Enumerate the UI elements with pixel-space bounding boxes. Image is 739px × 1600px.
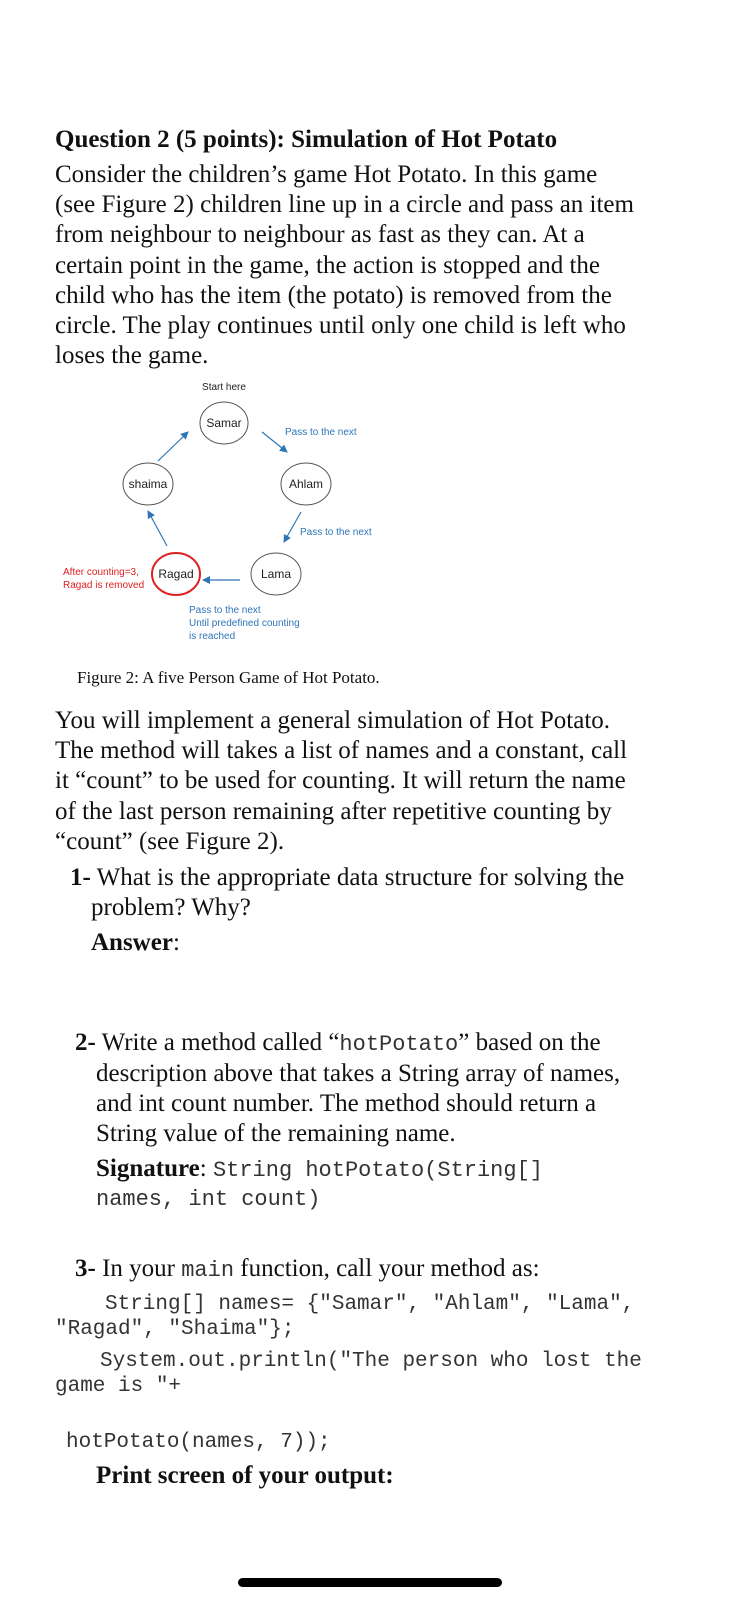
q1-number: 1- — [70, 864, 91, 891]
q3-pre: In your — [102, 1255, 175, 1282]
intro-paragraph — [55, 160, 634, 371]
q2-line3: and int count number. The method should return a — [96, 1090, 597, 1117]
description-line: You will implement a general simulation of Hot Potato. — [55, 707, 611, 734]
q3-line — [75, 1255, 540, 1283]
node-label: shaima — [128, 477, 168, 491]
signature-line1 — [96, 1155, 543, 1183]
intro-line: loses the game. — [55, 342, 209, 370]
q2-line2: description above that takes a String array of names, — [96, 1060, 621, 1087]
code-line-4: game is "+ — [55, 1375, 182, 1398]
signature-label: Signature — [96, 1155, 200, 1182]
q2-line1-post: ” based on the — [458, 1029, 601, 1056]
signature-code-line1: String hotPotato(String[] — [212, 1158, 543, 1183]
description-line: of the last person remaining after repetitive counting by — [55, 797, 612, 825]
node-label: Ragad — [158, 567, 194, 581]
hot-potato-diagram — [0, 370, 739, 660]
start-label: Start here — [202, 382, 246, 393]
q3-number: 3- — [75, 1255, 96, 1282]
bottom-note-line3: is reached — [189, 631, 236, 642]
node-ragad-removed — [152, 553, 200, 595]
bottom-note-line2: Until predefined counting — [189, 618, 300, 629]
code-line-3: System.out.println("The person who lost the — [100, 1350, 642, 1373]
q3-post: function, call your method as: — [240, 1255, 540, 1282]
figure-caption: Figure 2: A five Person Game of Hot Potato. — [77, 668, 380, 687]
intro-line: circle. The play continues until only one child is left who — [55, 312, 626, 340]
q2-line4: String value of the remaining name. — [96, 1120, 456, 1147]
q2-number: 2- — [75, 1029, 96, 1056]
code-line-2: "Ragad", "Shaima"}; — [55, 1318, 295, 1341]
answer-label — [91, 929, 180, 957]
intro-line: from neighbour to neighbour as fast as they can. At a — [55, 221, 585, 249]
node-shaima — [123, 463, 173, 505]
intro-line: (see Figure 2) children line up in a circle and pass an item — [55, 191, 634, 219]
code-line-1: String[] names= {"Samar", "Ahlam", "Lama", — [105, 1293, 635, 1316]
home-indicator[interactable] — [238, 1578, 502, 1587]
node-label: Samar — [206, 416, 242, 430]
intro-line: certain point in the game, the action is stopped and the — [55, 251, 600, 279]
description-line: The method will takes a list of names and a constant, call — [55, 737, 628, 765]
intro-line: Consider the children’s game Hot Potato. In this game — [55, 161, 598, 188]
intro-line: child who has the item (the potato) is removed from the — [55, 281, 612, 309]
question-title: Question 2 (5 points): Simulation of Hot Potato — [55, 126, 558, 153]
description-paragraph — [55, 706, 627, 857]
arrow-samar-to-ahlam — [262, 432, 287, 452]
q3-main-code: main — [181, 1258, 235, 1283]
bottom-note-line1: Pass to the next — [189, 605, 261, 616]
node-label: Ahlam — [288, 477, 324, 491]
signature-colon: : — [199, 1155, 207, 1182]
q2-line1 — [75, 1029, 601, 1057]
node-label: Lama — [260, 567, 292, 581]
node-samar — [200, 402, 248, 444]
node-lama — [251, 553, 301, 595]
signature-code-line2: names, int count) — [96, 1187, 321, 1212]
answer-colon: : — [172, 929, 180, 956]
removed-note-line2: Ragad is removed — [63, 580, 145, 591]
node-ahlam — [281, 463, 331, 505]
arrow-ragad-to-shaima — [148, 511, 167, 546]
q1-text-line1: What is the appropriate data structure for solving the — [96, 864, 625, 891]
q1-text-line2: problem? Why? — [91, 894, 251, 921]
q2-method-name: hotPotato — [339, 1032, 459, 1057]
pass-label-top: Pass to the next — [285, 427, 357, 438]
arrow-shaima-to-samar — [158, 432, 188, 461]
removed-note-line1: After counting=3, — [63, 567, 139, 578]
answer-label-text: Answer — [91, 929, 173, 956]
q2-line1-pre: Write a method called “ — [101, 1029, 340, 1056]
print-screen-label: Print screen of your output: — [96, 1462, 394, 1489]
description-line: “count” (see Figure 2). — [55, 827, 285, 855]
arrow-ahlam-to-lama — [284, 512, 301, 542]
pass-label-right: Pass to the next — [300, 527, 372, 538]
description-line: it “count” to be used for counting. It will return the name — [55, 767, 626, 795]
q1-line1 — [70, 864, 624, 892]
code-line-5: hotPotato(names, 7)); — [66, 1431, 331, 1454]
